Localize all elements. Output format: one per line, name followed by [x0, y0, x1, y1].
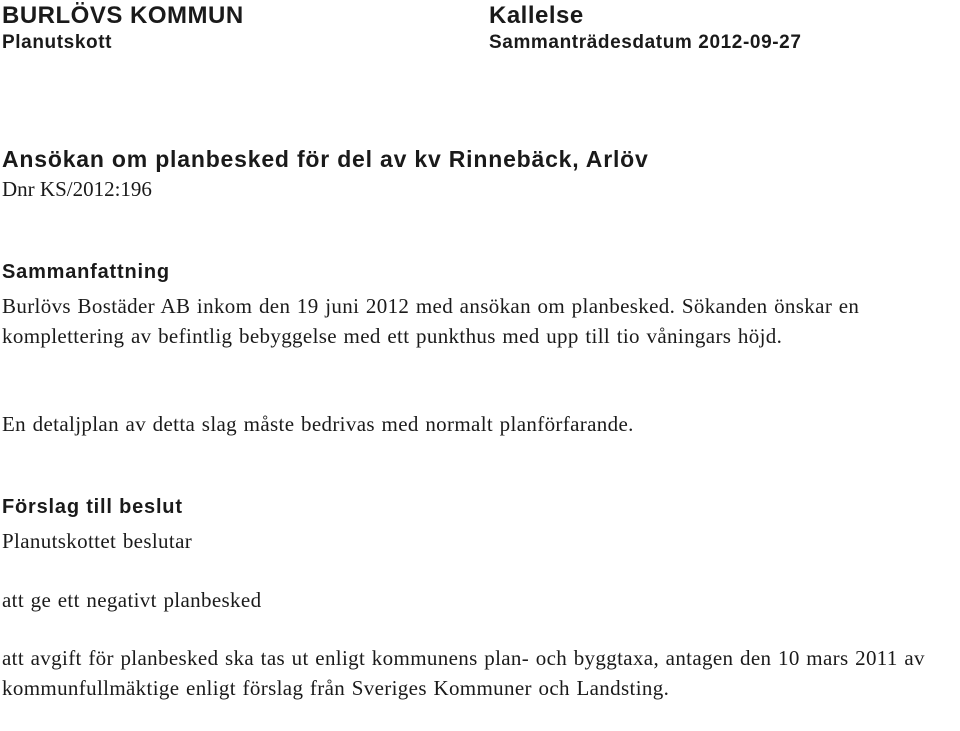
- summary-paragraph-procedure: En detaljplan av detta slag måste bedrivas med normalt planförfarande.: [2, 412, 634, 436]
- committee-name: Planutskott: [2, 32, 113, 53]
- case-title: Ansökan om planbesked för del av kv Rinnebäck, Arlöv: [2, 146, 649, 172]
- document-type: Kallelse: [489, 2, 584, 29]
- proposal-heading: Förslag till beslut: [2, 496, 183, 518]
- case-registration-number: Dnr KS/2012:196: [2, 177, 152, 201]
- organization-name: BURLÖVS KOMMUN: [2, 2, 244, 29]
- document-header-left: [2, 2, 244, 56]
- summary-heading: Sammanfattning: [2, 261, 170, 283]
- summary-paragraph: Burlövs Bostäder AB inkom den 19 juni 2012 med ansökan om planbesked. Sökanden önskar en komplettering av befintlig bebyggelse med ett punkthus med upp till tio våningars höjd.: [2, 294, 860, 348]
- document-header-right: [489, 2, 802, 56]
- decision-item-fee: att avgift för planbesked ska tas ut enligt kommunens plan- och byggtaxa, antagen den 10 mars 2011 av kommunfullmäktige enligt förslag från Sveriges Kommuner och Landsting.: [2, 646, 925, 700]
- decision-item: att ge ett negativt planbesked: [2, 588, 262, 612]
- proposal-intro: Planutskottet beslutar: [2, 529, 193, 553]
- meeting-date: Sammanträdesdatum 2012-09-27: [489, 32, 802, 53]
